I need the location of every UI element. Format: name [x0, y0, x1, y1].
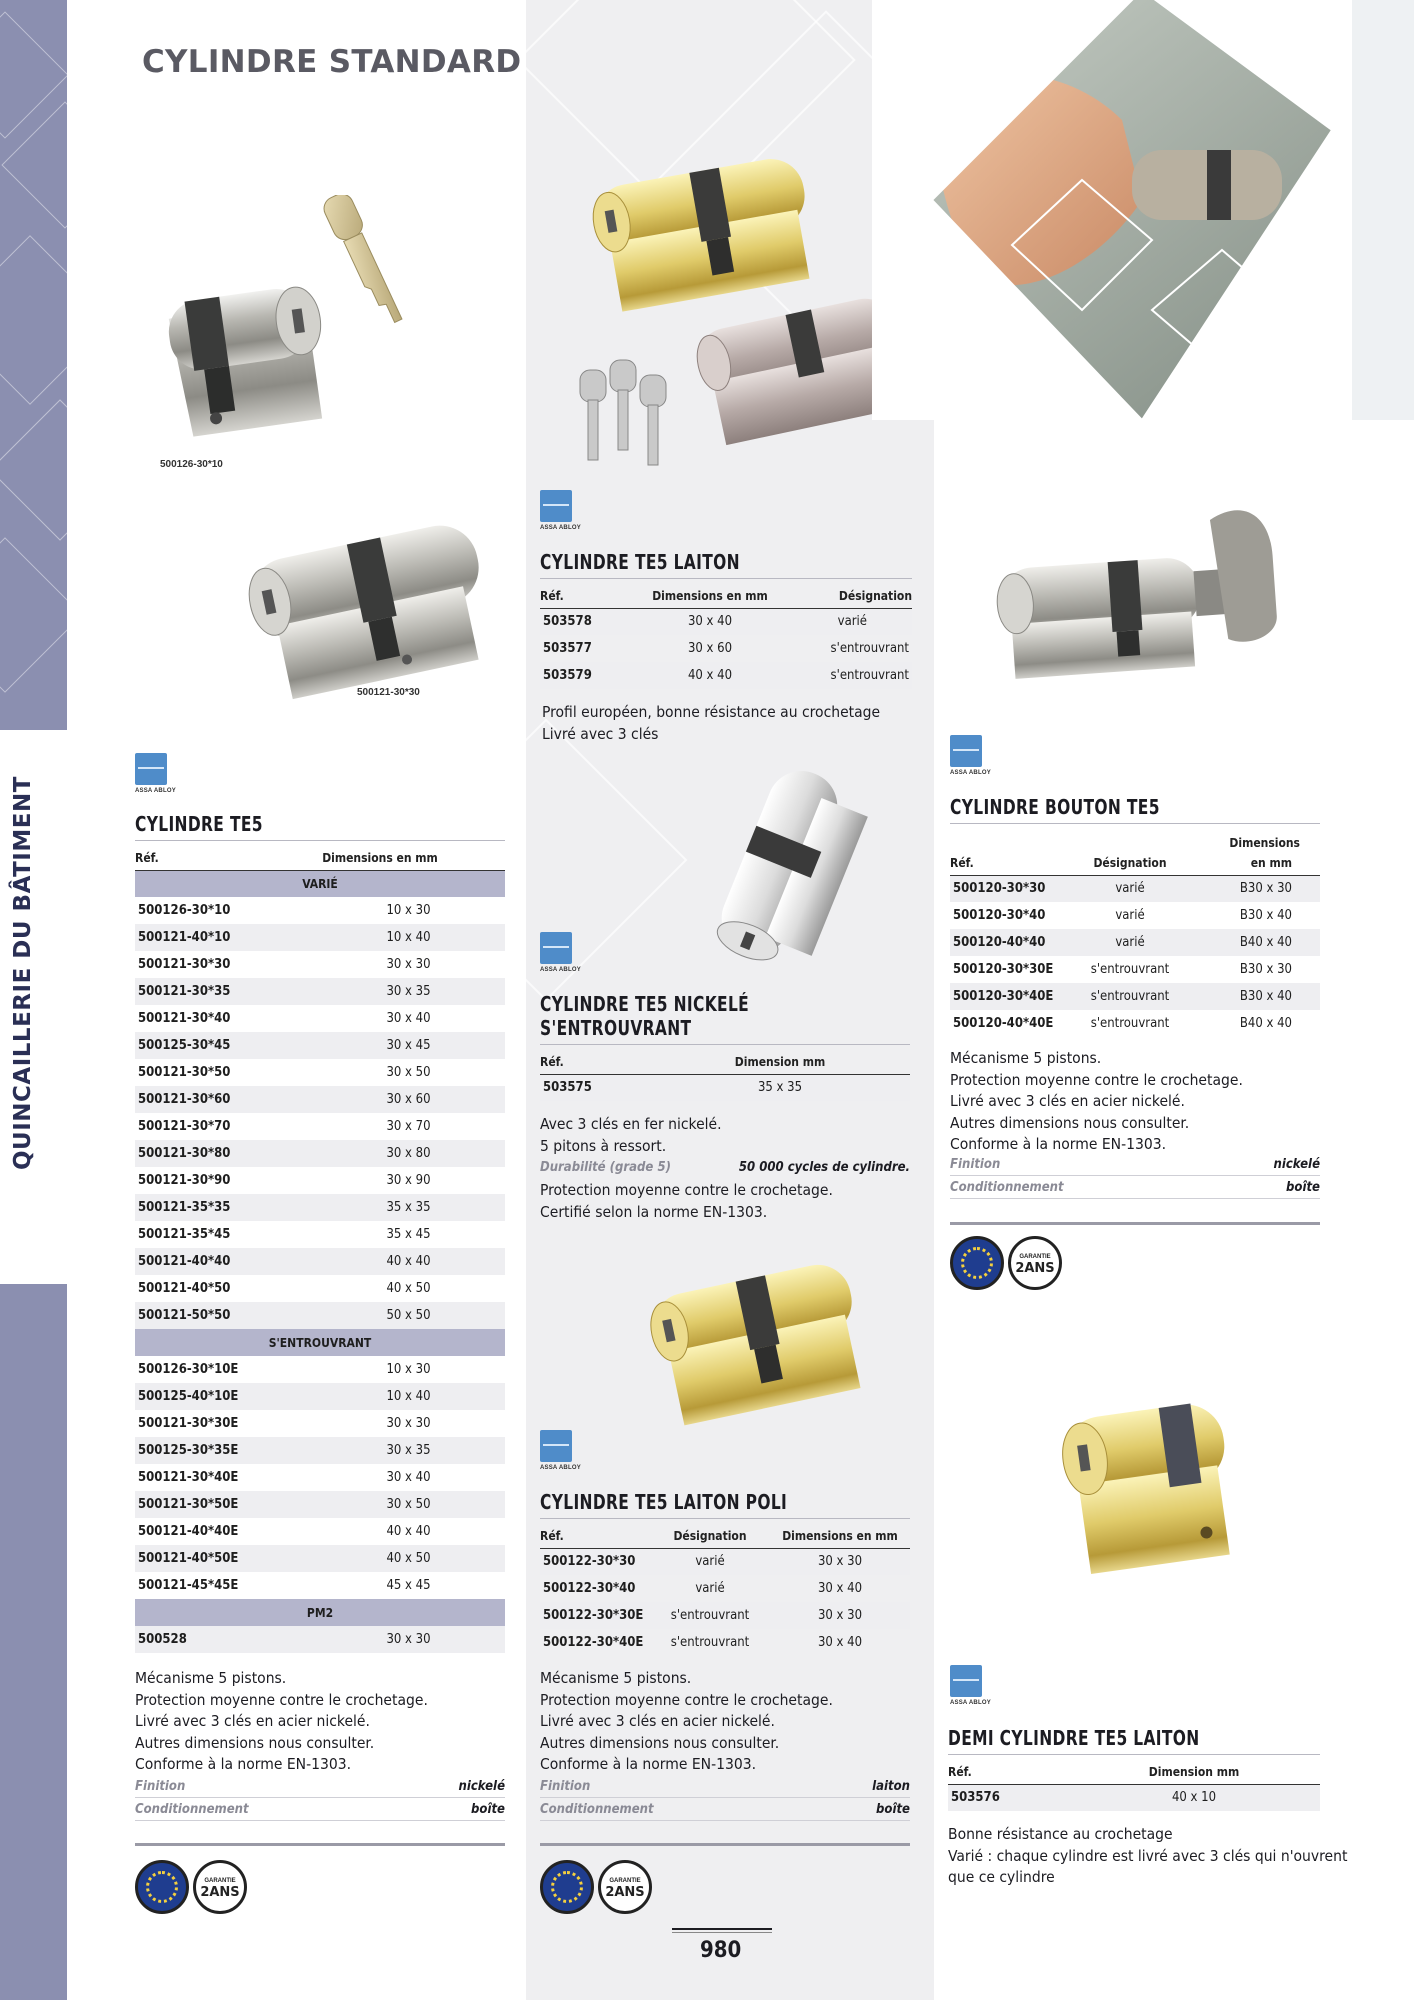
header-ref: Réf.: [540, 1520, 650, 1548]
te5-nickele-description: [540, 1114, 722, 1157]
table-row: [135, 1113, 505, 1140]
te5-title-rule: [135, 840, 505, 841]
description-line: Certifié selon la norme EN-1303.: [540, 1202, 768, 1221]
thumbturn-cylinder-image: [990, 505, 1290, 685]
dim-cell: 30 x 90: [386, 1173, 431, 1188]
ref-cell: 500528: [135, 1626, 255, 1653]
description-line: Livré avec 3 clés en acier nickelé.: [950, 1092, 1185, 1110]
poli-finish-value: laiton: [872, 1779, 910, 1794]
ref-cell: 500121-30*80: [135, 1140, 255, 1167]
te5-laiton-poli-title-rule: [540, 1518, 910, 1519]
brand-logo: [135, 753, 167, 785]
dim-cell: B30 x 30: [1239, 962, 1292, 977]
half-brass-cylinder-image: [1050, 1390, 1250, 1590]
ref-cell: 500125-30*45: [135, 1032, 255, 1059]
hand-installing-cylinder-photo: [872, 0, 1414, 420]
sidebar-pattern: [0, 0, 67, 730]
poli-pack-value: boîte: [876, 1802, 910, 1817]
ref-cell: 503579: [540, 662, 640, 689]
te5-nickele-durability-row: [540, 1156, 910, 1178]
description-line: Mécanisme 5 pistons.: [135, 1669, 287, 1687]
table-row: [135, 1275, 505, 1302]
des-cell: varié: [1115, 908, 1145, 923]
ref-cell: 500121-40*50: [138, 1281, 231, 1296]
bouton-pack-row: [950, 1177, 1320, 1199]
dim-header-line2: en mm: [1250, 855, 1292, 870]
bouton-end-rule: [950, 1222, 1320, 1225]
dim-cell: 40 x 40: [386, 1524, 431, 1539]
table-row: [950, 929, 1320, 956]
description-line: 5 pitons à ressort.: [540, 1136, 667, 1155]
ref-cell: 500121-30*40: [138, 1011, 231, 1026]
te5-nickele-title-line2: S'ENTROUVRANT: [540, 1016, 692, 1040]
guarantee-label: GARANTIE: [609, 1878, 641, 1884]
des-cell: s'entrouvrant: [1070, 983, 1190, 1010]
te5-description: [135, 1668, 428, 1776]
bouton-table: [950, 825, 1320, 1037]
te5-nickele-table: [540, 1046, 910, 1101]
brand-name: ASSA ABLOY: [135, 788, 176, 794]
page-title: CYLINDRE STANDARD: [142, 44, 522, 80]
brand-logo: [950, 1665, 982, 1697]
ref-cell: 500121-40*10: [135, 924, 255, 951]
ref-cell: 500125-30*35E: [135, 1437, 255, 1464]
te5-nickele-description-2: [540, 1180, 833, 1223]
ref-cell: 500120-30*30E: [953, 962, 1054, 977]
ref-cell: 500121-30*30: [138, 957, 231, 972]
poli-finish-row: [540, 1776, 910, 1798]
ref-cell: 500121-40*40: [135, 1248, 255, 1275]
ref-cell: 500126-30*10: [138, 903, 231, 918]
durability-label: Durabilité (grade 5): [540, 1159, 671, 1175]
table-row: [950, 875, 1320, 902]
page-number: 980: [700, 1938, 742, 1963]
dim-cell: 30 x 35: [255, 1437, 505, 1464]
double-cylinder-nickel-image: [245, 495, 505, 715]
des-cell: s'entrouvrant: [830, 641, 909, 656]
demi-table: [948, 1756, 1320, 1811]
dim-cell: 40 x 10: [1068, 1784, 1320, 1811]
description-line: Protection moyenne contre le crochetage.: [540, 1690, 833, 1709]
ref-cell: 500120-40*40E: [953, 1016, 1054, 1031]
te5-laiton-poli-title: CYLINDRE TE5 LAITON POLI: [540, 1490, 788, 1514]
group-label: VARIÉ: [135, 870, 505, 897]
brand-logo: [540, 490, 572, 522]
table-row: [540, 1629, 910, 1656]
table-row: [540, 635, 912, 662]
ref-cell: 500122-30*30E: [540, 1602, 650, 1629]
te5-header-dim: Dimensions en mm: [255, 842, 505, 870]
description-line: Autres dimensions nous consulter.: [540, 1733, 780, 1752]
guarantee-duration: 2ANS: [605, 1885, 645, 1900]
dim-cell: 30 x 30: [386, 957, 431, 972]
te5-table: [135, 842, 505, 1653]
dim-cell: 10 x 30: [386, 1362, 431, 1377]
des-cell: s'entrouvrant: [1090, 1016, 1170, 1031]
brand-name: ASSA ABLOY: [950, 770, 991, 776]
table-row: [135, 1140, 505, 1167]
table-row: [135, 1464, 505, 1491]
bouton-finish-row: [950, 1154, 1320, 1176]
brand-logo: [540, 1430, 572, 1462]
page-number-rule-2: [672, 1932, 772, 1933]
dim-cell: 30 x 35: [255, 978, 505, 1005]
te5-end-rule: [135, 1843, 505, 1846]
table-row: [135, 1167, 505, 1194]
table-row: [135, 1032, 505, 1059]
table-row: [540, 608, 912, 635]
ref-cell: 500121-50*50: [135, 1302, 255, 1329]
ref-cell: 500121-45*45E: [138, 1578, 239, 1593]
ref-cell: 500122-30*30: [540, 1548, 650, 1575]
te5-laiton-title: CYLINDRE TE5 LAITON: [540, 550, 740, 574]
bouton-finish-label: Finition: [950, 1157, 1001, 1172]
demi-title: DEMI CYLINDRE TE5 LAITON: [948, 1726, 1200, 1750]
table-row: [950, 956, 1320, 983]
description-line: Profil européen, bonne résistance au crochetage: [542, 703, 881, 721]
dim-cell: 35 x 35: [255, 1194, 505, 1221]
dim-cell: 40 x 50: [255, 1545, 505, 1572]
brand-logo: [540, 932, 572, 964]
description-line: Bonne résistance au crochetage: [948, 1825, 1173, 1843]
eu-certification-icon: [540, 1860, 594, 1914]
table-row: [950, 983, 1320, 1010]
table-row: [135, 1059, 505, 1086]
image-caption-1: 500126-30*10: [160, 459, 223, 470]
des-cell: varié: [780, 608, 912, 635]
table-row: [135, 897, 505, 924]
page-number-rule: [672, 1928, 772, 1930]
description-line: Livré avec 3 clés en acier nickelé.: [135, 1712, 370, 1730]
description-line: Conforme à la norme EN-1303.: [540, 1755, 757, 1773]
dim-cell: 40 x 40: [640, 662, 780, 689]
bouton-finish-value: nickelé: [1273, 1157, 1320, 1172]
ref-cell: 500121-30*40E: [138, 1470, 239, 1485]
dim-cell: 30 x 30: [255, 1626, 505, 1653]
bouton-title-rule: [950, 823, 1320, 824]
dim-cell: 30 x 60: [255, 1086, 505, 1113]
table-row: [135, 1545, 505, 1572]
guarantee-2-years-icon: [193, 1860, 247, 1914]
dim-cell: 30 x 50: [386, 1065, 431, 1080]
table-row: [135, 1302, 505, 1329]
table-row: [540, 1575, 910, 1602]
table-row: [135, 1572, 505, 1599]
bouton-title: CYLINDRE BOUTON TE5: [950, 795, 1160, 819]
ref-cell: 500126-30*10E: [138, 1362, 239, 1377]
te5-finish-row: [135, 1776, 505, 1798]
table-group-row: [135, 1599, 505, 1626]
table-row: [540, 662, 912, 689]
ref-cell: 500120-30*40: [953, 908, 1046, 923]
description-line: Protection moyenne contre le crochetage.: [950, 1070, 1243, 1089]
demi-header-ref: Réf.: [948, 1756, 1068, 1784]
te5-pack-label: Conditionnement: [135, 1802, 249, 1817]
bouton-pack-value: boîte: [1286, 1180, 1320, 1195]
brand-name: ASSA ABLOY: [540, 1465, 581, 1471]
ref-cell: 500125-40*10E: [135, 1383, 255, 1410]
table-row: [135, 1086, 505, 1113]
dim-cell: 30 x 40: [817, 1635, 863, 1650]
brass-cylinder-with-keys-image: [570, 140, 910, 470]
description-line: Mécanisme 5 pistons.: [950, 1049, 1102, 1067]
description-line: Varié : chaque cylindre est livré avec 3 clés qui n'ouvrent: [948, 1846, 1348, 1865]
table-row: [135, 978, 505, 1005]
ref-cell: 500121-30*50E: [135, 1491, 255, 1518]
guarantee-label: GARANTIE: [1019, 1254, 1051, 1260]
te5-title: CYLINDRE TE5: [135, 812, 263, 836]
des-cell: s'entrouvrant: [780, 662, 912, 689]
description-line: Livré avec 3 clés en acier nickelé.: [540, 1712, 775, 1730]
des-cell: s'entrouvrant: [650, 1602, 770, 1629]
des-cell: varié: [650, 1548, 770, 1575]
ref-cell: 500121-40*50E: [135, 1545, 255, 1572]
brand-logo: [950, 735, 982, 767]
te5-header-ref: Réf.: [135, 842, 255, 870]
dim-cell: 40 x 40: [255, 1248, 505, 1275]
table-row: [135, 1437, 505, 1464]
description-line: Avec 3 clés en fer nickelé.: [540, 1115, 722, 1133]
te5-laiton-title-rule: [540, 578, 912, 579]
te5-laiton-header-dim: Dimensions en mm: [640, 580, 780, 608]
dim-cell: 30 x 30: [386, 1416, 431, 1431]
table-row: [135, 1248, 505, 1275]
dim-cell: 30 x 30: [770, 1602, 910, 1629]
description-line: Livré avec 3 clés: [542, 724, 659, 743]
dim-cell: 10 x 40: [255, 1383, 505, 1410]
brand-name: ASSA ABLOY: [540, 525, 581, 531]
guarantee-2-years-icon: [1008, 1236, 1062, 1290]
dim-cell: B40 x 40: [1239, 1016, 1292, 1031]
table-row: [135, 1356, 505, 1383]
description-line: Conforme à la norme EN-1303.: [135, 1755, 352, 1773]
ref-cell: 500120-40*40: [950, 929, 1070, 956]
dim-cell: 30 x 60: [687, 641, 733, 656]
dim-cell: 30 x 30: [770, 1548, 910, 1575]
ref-cell: 500121-30*30E: [138, 1416, 239, 1431]
dim-cell: 30 x 40: [640, 608, 780, 635]
brass-poli-cylinder-image: [650, 1258, 870, 1438]
dim-cell: B40 x 40: [1190, 929, 1320, 956]
header-dim: Dimensions en mm: [770, 1520, 910, 1548]
demi-title-rule: [948, 1754, 1320, 1755]
demi-header-dim: Dimension mm: [1068, 1756, 1320, 1784]
dim-cell: 10 x 40: [255, 924, 505, 951]
description-line: que ce cylindre: [948, 1868, 1055, 1886]
brand-name: ASSA ABLOY: [540, 967, 581, 973]
eu-certification-icon: [950, 1236, 1004, 1290]
brand-name: ASSA ABLOY: [950, 1700, 991, 1706]
table-row: [135, 1383, 505, 1410]
poli-finish-label: Finition: [540, 1779, 591, 1794]
dim-cell: 30 x 50: [255, 1491, 505, 1518]
table-row: [540, 1602, 910, 1629]
table-row: [950, 1010, 1320, 1037]
table-row: [135, 1410, 505, 1437]
bouton-header-dim: [1190, 825, 1320, 875]
ref-cell: 500121-30*60: [135, 1086, 255, 1113]
ref-cell: 500121-40*40E: [138, 1524, 239, 1539]
des-cell: varié: [1070, 875, 1190, 902]
te5-laiton-poli-table: [540, 1520, 910, 1656]
description-line: Autres dimensions nous consulter.: [950, 1113, 1190, 1132]
dim-cell: 35 x 35: [650, 1074, 910, 1101]
table-row: [135, 1491, 505, 1518]
ref-cell: 500120-30*30: [950, 875, 1070, 902]
te5-laiton-description: [542, 702, 880, 745]
table-row: [135, 1626, 505, 1653]
guarantee-2-years-icon: [598, 1860, 652, 1914]
ref-cell: 503575: [540, 1074, 650, 1101]
durability-value: 50 000 cycles de cylindre.: [738, 1159, 910, 1175]
table-row: [540, 1548, 910, 1575]
ref-cell: 503577: [543, 641, 592, 656]
des-cell: s'entrouvrant: [670, 1635, 750, 1650]
te5-pack-value: boîte: [471, 1802, 505, 1817]
description-line: Conforme à la norme EN-1303.: [950, 1135, 1167, 1153]
demi-description: [948, 1824, 1347, 1889]
dim-cell: B30 x 40: [1190, 983, 1320, 1010]
te5-laiton-poli-description: [540, 1668, 833, 1776]
te5-laiton-header-ref: Réf.: [540, 580, 640, 608]
table-row: [135, 1194, 505, 1221]
guarantee-duration: 2ANS: [1015, 1261, 1055, 1276]
des-cell: varié: [1070, 929, 1190, 956]
header-des: Désignation: [650, 1520, 770, 1548]
poli-pack-row: [540, 1799, 910, 1821]
guarantee-duration: 2ANS: [200, 1885, 240, 1900]
ref-cell: 503578: [540, 608, 640, 635]
nickel-cylinder-image: [700, 760, 870, 990]
poli-pack-label: Conditionnement: [540, 1802, 654, 1817]
te5-pack-row: [135, 1799, 505, 1821]
ref-cell: 500122-30*40E: [543, 1635, 644, 1650]
te5-nickele-header-dim: Dimension mm: [650, 1046, 910, 1074]
dim-cell: 10 x 30: [386, 903, 431, 918]
poli-end-rule: [540, 1843, 910, 1846]
dim-cell: 30 x 40: [386, 1470, 431, 1485]
bouton-description: [950, 1048, 1243, 1156]
ref-cell: 500122-30*40: [543, 1581, 636, 1596]
dim-cell: 30 x 40: [386, 1011, 431, 1026]
table-group-row: [135, 1329, 505, 1356]
des-cell: s'entrouvrant: [1090, 962, 1170, 977]
te5-nickele-title-line1: CYLINDRE TE5 NICKELÉ: [540, 992, 750, 1016]
des-cell: varié: [695, 1581, 725, 1596]
eu-certification-icon: [135, 1860, 189, 1914]
table-group-row: [135, 870, 505, 897]
description-line: Autres dimensions nous consulter.: [135, 1733, 375, 1752]
dim-cell: 30 x 45: [255, 1032, 505, 1059]
dim-cell: 30 x 70: [386, 1119, 431, 1134]
table-row: [135, 1221, 505, 1248]
bouton-header-ref: Réf.: [950, 825, 1070, 875]
table-row: [540, 1074, 910, 1101]
group-label: PM2: [135, 1599, 505, 1626]
dim-cell: 35 x 45: [386, 1227, 431, 1242]
te5-nickele-title-rule: [540, 1044, 910, 1045]
ref-cell: 500121-35*35: [135, 1194, 255, 1221]
dim-cell: 45 x 45: [386, 1578, 431, 1593]
bouton-header-des: Désignation: [1070, 825, 1190, 875]
ref-cell: 500121-30*90: [138, 1173, 231, 1188]
te5-finish-label: Finition: [135, 1779, 186, 1794]
dim-cell: B30 x 40: [1239, 908, 1292, 923]
dim-cell: 50 x 50: [255, 1302, 505, 1329]
description-line: Mécanisme 5 pistons.: [540, 1669, 692, 1687]
te5-laiton-table: [540, 580, 912, 689]
dim-cell: 30 x 40: [817, 1581, 863, 1596]
sidebar-bottom-band: [0, 1284, 67, 2000]
description-line: Protection moyenne contre le crochetage.: [540, 1181, 833, 1199]
ref-cell: 500121-35*45: [138, 1227, 231, 1242]
dim-cell: 30 x 80: [255, 1140, 505, 1167]
dim-header-line1: Dimensions: [1229, 835, 1300, 850]
table-row: [135, 1518, 505, 1545]
group-label: S'ENTROUVRANT: [135, 1329, 505, 1356]
ref-cell: 500121-30*50: [138, 1065, 231, 1080]
ref-cell: 500121-30*35: [135, 978, 255, 1005]
image-caption-2: 500121-30*30: [357, 687, 420, 698]
description-line: Protection moyenne contre le crochetage.: [135, 1690, 428, 1709]
table-row: [948, 1784, 1320, 1811]
ref-cell: 503576: [948, 1784, 1068, 1811]
ref-cell: 500121-30*70: [138, 1119, 231, 1134]
te5-laiton-header-des: Désignation: [780, 580, 912, 608]
table-row: [135, 1005, 505, 1032]
table-row: [135, 951, 505, 978]
half-cylinder-nickel-image: [150, 195, 450, 475]
te5-nickele-header-ref: Réf.: [540, 1046, 650, 1074]
ref-cell: 500120-30*40E: [950, 983, 1070, 1010]
guarantee-label: GARANTIE: [204, 1878, 236, 1884]
dim-cell: B30 x 30: [1190, 875, 1320, 902]
te5-finish-value: nickelé: [458, 1779, 505, 1794]
table-row: [135, 924, 505, 951]
table-row: [950, 902, 1320, 929]
bouton-pack-label: Conditionnement: [950, 1180, 1064, 1195]
dim-cell: 40 x 50: [386, 1281, 431, 1296]
